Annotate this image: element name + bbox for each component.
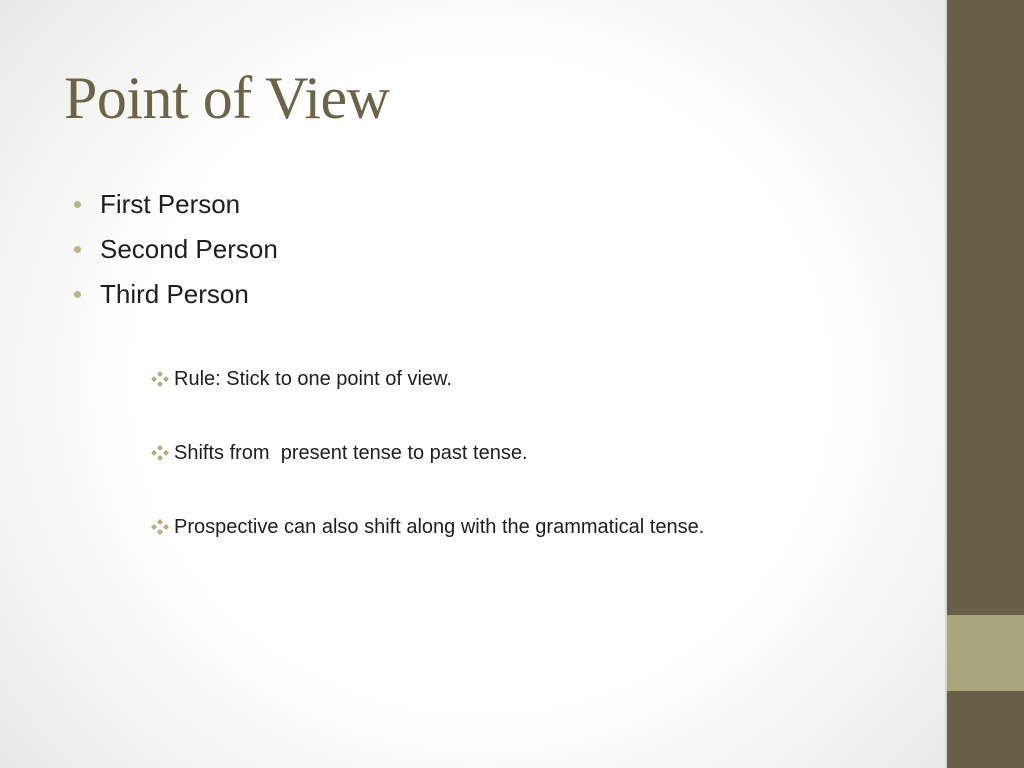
bullet-text: Third Person — [100, 279, 249, 309]
sub-bullet-item — [150, 362, 704, 436]
bullet-dot-icon — [74, 246, 81, 253]
four-diamond-bullet-icon — [150, 444, 170, 462]
bullet-dot-icon — [74, 291, 81, 298]
sub-bullet-item — [150, 436, 704, 510]
sub-bullet-text: Prospective can also shift along with the grammatical tense. — [174, 516, 705, 538]
bullet-text: Second Person — [100, 234, 278, 264]
bullet-item — [72, 276, 278, 321]
sub-bullet-text: Rule: Stick to one point of view. — [174, 368, 452, 390]
bullet-list — [72, 186, 278, 321]
slide-title: Point of View — [64, 65, 390, 131]
bullet-item — [72, 186, 278, 231]
sub-bullet-list — [150, 362, 704, 584]
four-diamond-bullet-icon — [150, 518, 170, 536]
four-diamond-bullet-icon — [150, 370, 170, 388]
bullet-text: First Person — [100, 189, 241, 219]
decorative-side-bar-accent — [947, 615, 1024, 691]
bullet-dot-icon — [74, 201, 81, 208]
bullet-item — [72, 231, 278, 276]
sub-bullet-text: Shifts from present tense to past tense. — [174, 442, 528, 464]
sub-bullet-item — [150, 510, 704, 584]
